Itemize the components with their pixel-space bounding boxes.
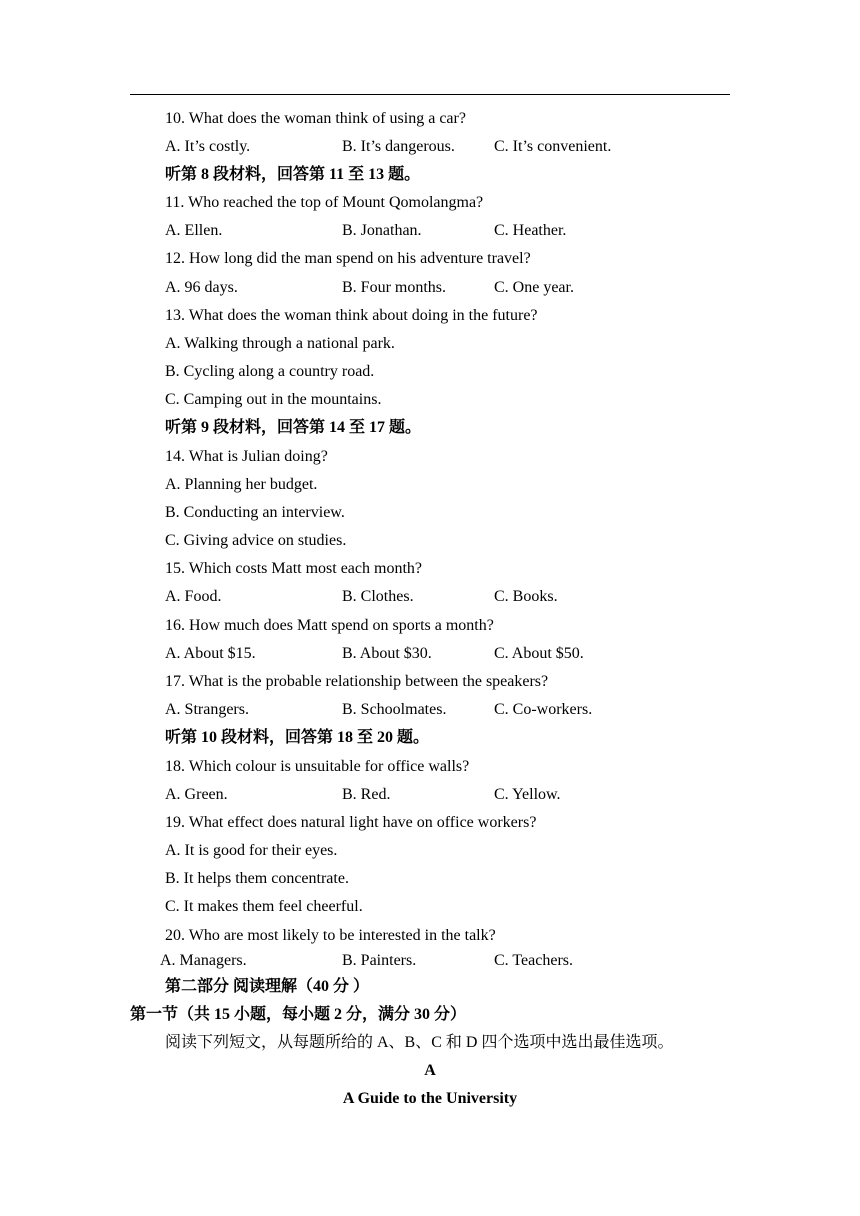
section-1-heading: 第一节（共 15 小题，每小题 2 分，满分 30 分）	[130, 1006, 467, 1023]
q13-option-a: A. Walking through a national park.	[165, 335, 395, 352]
q20-option-b: B. Painters.	[342, 952, 417, 969]
q11-option-b: B. Jonathan.	[342, 222, 422, 239]
q14-option-a: A. Planning her budget.	[165, 476, 318, 493]
q19-option-c: C. It makes them feel cheerful.	[165, 898, 363, 915]
q16-option-c: C. About $50.	[494, 645, 584, 662]
q15-option-a: A. Food.	[165, 588, 222, 605]
section-8-heading: 听第 8 段材料，回答第 11 至 13 题。	[165, 166, 421, 183]
header-rule	[130, 94, 730, 95]
part-2-heading: 第二部分 阅读理解（40 分 ）	[165, 978, 370, 995]
q15-option-c: C. Books.	[494, 588, 558, 605]
q15-option-b: B. Clothes.	[342, 588, 414, 605]
q10-option-b: B. It’s dangerous.	[342, 138, 455, 155]
q11-option-a: A. Ellen.	[165, 222, 223, 239]
q10-option-c: C. It’s convenient.	[494, 138, 612, 155]
question-12: 12. How long did the man spend on his adventure travel?	[165, 250, 531, 267]
question-16: 16. How much does Matt spend on sports a month?	[165, 617, 494, 634]
question-11: 11. Who reached the top of Mount Qomolangma?	[165, 194, 484, 211]
passage-letter: A	[424, 1062, 436, 1079]
section-9-heading: 听第 9 段材料，回答第 14 至 17 题。	[165, 419, 422, 436]
question-19: 19. What effect does natural light have on office workers?	[165, 814, 537, 831]
reading-instruction: 阅读下列短文，从每题所给的 A、B、C 和 D 四个选项中选出最佳选项。	[165, 1034, 674, 1051]
q16-option-b: B. About $30.	[342, 645, 432, 662]
q12-option-b: B. Four months.	[342, 279, 447, 296]
question-20: 20. Who are most likely to be interested in the talk?	[165, 927, 496, 944]
q11-option-c: C. Heather.	[494, 222, 567, 239]
question-14: 14. What is Julian doing?	[165, 448, 328, 465]
q17-option-b: B. Schoolmates.	[342, 701, 447, 718]
q20-option-c: C. Teachers.	[494, 952, 573, 969]
q19-option-b: B. It helps them concentrate.	[165, 870, 349, 887]
q14-option-c: C. Giving advice on studies.	[165, 532, 347, 549]
q12-option-c: C. One year.	[494, 279, 574, 296]
q17-option-c: C. Co-workers.	[494, 701, 593, 718]
q20-option-a: A. Managers.	[160, 952, 247, 969]
passage-title: A Guide to the University	[342, 1090, 518, 1107]
q14-option-b: B. Conducting an interview.	[165, 504, 345, 521]
q10-option-a: A. It’s costly.	[165, 138, 251, 155]
q18-option-c: C. Yellow.	[494, 786, 561, 803]
q18-option-a: A. Green.	[165, 786, 228, 803]
section-10-heading: 听第 10 段材料，回答第 18 至 20 题。	[165, 729, 430, 746]
q13-option-c: C. Camping out in the mountains.	[165, 391, 382, 408]
q12-option-a: A. 96 days.	[165, 279, 238, 296]
q18-option-b: B. Red.	[342, 786, 391, 803]
q19-option-a: A. It is good for their eyes.	[165, 842, 338, 859]
question-17: 17. What is the probable relationship between the speakers?	[165, 673, 549, 690]
question-13: 13. What does the woman think about doing in the future?	[165, 307, 538, 324]
q13-option-b: B. Cycling along a country road.	[165, 363, 375, 380]
q16-option-a: A. About $15.	[165, 645, 256, 662]
question-10: 10. What does the woman think of using a car?	[165, 110, 466, 127]
question-18: 18. Which colour is unsuitable for office walls?	[165, 758, 470, 775]
question-15: 15. Which costs Matt most each month?	[165, 560, 422, 577]
q17-option-a: A. Strangers.	[165, 701, 249, 718]
